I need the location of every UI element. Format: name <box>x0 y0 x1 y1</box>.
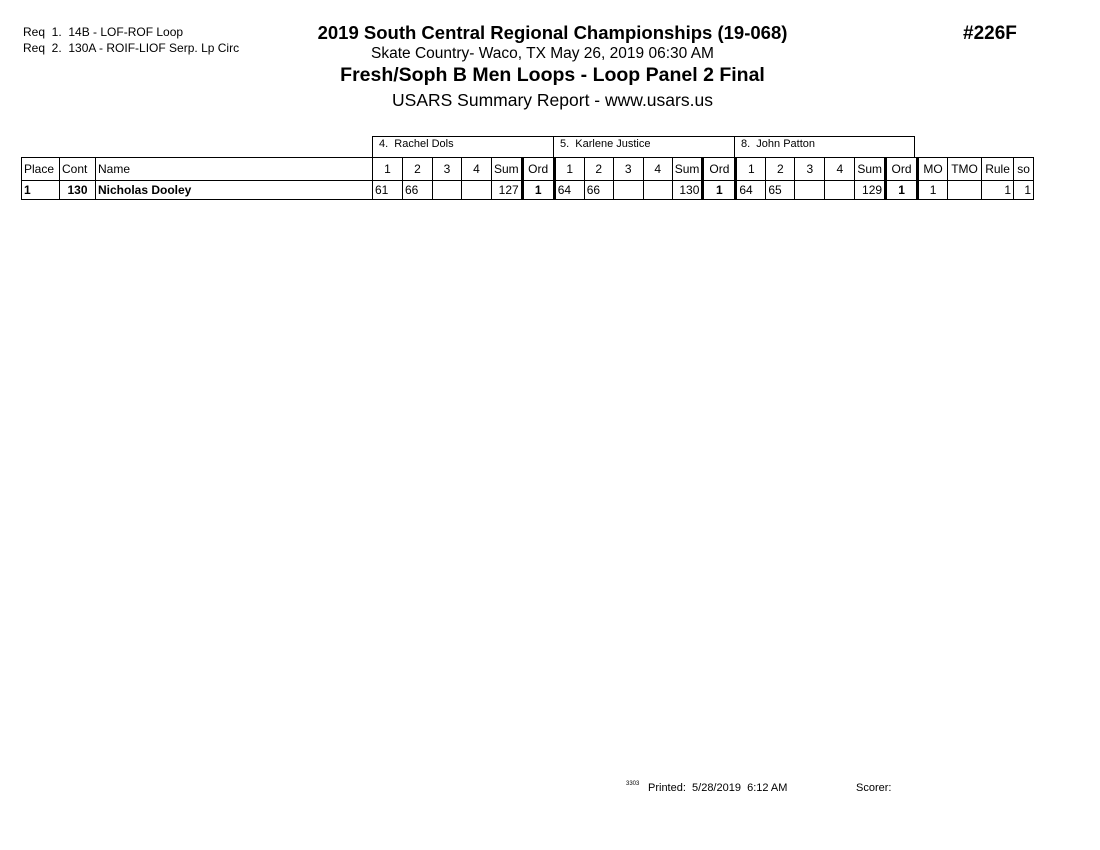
j2-col-3: 3 <box>613 158 643 181</box>
venue-date-line: Skate Country- Waco, TX May 26, 2019 06:30 AM <box>371 45 714 62</box>
j3-score-1: 64 <box>736 181 766 200</box>
table-header-row <box>22 158 1034 181</box>
scorer-label: Scorer: <box>856 782 892 794</box>
table-row <box>22 181 1034 200</box>
j2-score-1: 64 <box>554 181 584 200</box>
place-cell: 1 <box>22 181 60 200</box>
j3-sum: 129 <box>855 181 886 200</box>
j1-col-3: 3 <box>433 158 462 181</box>
j1-score-2: 66 <box>403 181 433 200</box>
j3-col-3: 3 <box>795 158 825 181</box>
j2-score-3 <box>613 181 643 200</box>
j3-col-4: 4 <box>825 158 855 181</box>
j1-col-2: 2 <box>403 158 433 181</box>
j1-sum: 127 <box>492 181 523 200</box>
col-name: Name <box>96 158 373 181</box>
judge-1-header: 4. Rachel Dols <box>372 136 553 157</box>
competition-title: 2019 South Central Regional Championships (19-068) <box>317 22 788 43</box>
col-cont: Cont <box>60 158 96 181</box>
col-rule: Rule <box>982 158 1014 181</box>
event-number: #226F <box>963 23 1017 44</box>
j1-score-3 <box>433 181 462 200</box>
j2-col-ord: Ord <box>703 158 736 181</box>
footer-code: 3303 <box>626 781 640 787</box>
j2-col-1: 1 <box>554 158 584 181</box>
j1-col-4: 4 <box>462 158 492 181</box>
j3-col-ord: Ord <box>886 158 918 181</box>
judge-header-row <box>372 136 915 157</box>
requirement-1: Req 1. 14B - LOF-ROF Loop <box>23 25 184 39</box>
j3-col-sum: Sum <box>855 158 886 181</box>
j1-col-1: 1 <box>373 158 403 181</box>
requirement-2: Req 2. 130A - ROIF-LIOF Serp. Lp Circ <box>23 41 240 55</box>
report-title: USARS Summary Report - www.usars.us <box>392 90 713 110</box>
j2-col-sum: Sum <box>672 158 703 181</box>
results-table <box>21 157 1034 200</box>
j3-score-3 <box>795 181 825 200</box>
j1-col-sum: Sum <box>492 158 523 181</box>
j3-ord: 1 <box>886 181 918 200</box>
j1-score-4 <box>462 181 492 200</box>
j2-sum: 130 <box>672 181 703 200</box>
col-so: so <box>1014 158 1034 181</box>
tmo-cell <box>948 181 982 200</box>
col-mo: MO <box>918 158 948 181</box>
cont-cell: 130 <box>60 181 96 200</box>
j3-score-2: 65 <box>766 181 795 200</box>
j2-col-2: 2 <box>584 158 613 181</box>
event-title: Fresh/Soph B Men Loops - Loop Panel 2 Final <box>340 64 765 86</box>
skater-name-cell: Nicholas Dooley <box>96 181 373 200</box>
j1-score-1: 61 <box>373 181 403 200</box>
judge-2-header: 5. Karlene Justice <box>553 136 734 157</box>
mo-cell: 1 <box>918 181 948 200</box>
j2-score-2: 66 <box>584 181 613 200</box>
col-tmo: TMO <box>948 158 982 181</box>
j1-ord: 1 <box>522 181 554 200</box>
rule-cell: 1 <box>982 181 1014 200</box>
j2-col-4: 4 <box>643 158 672 181</box>
col-place: Place <box>22 158 60 181</box>
so-cell: 1 <box>1014 181 1034 200</box>
printed-timestamp: Printed: 5/28/2019 6:12 AM <box>648 782 788 794</box>
j2-ord: 1 <box>703 181 736 200</box>
j3-score-4 <box>825 181 855 200</box>
j1-col-ord: Ord <box>522 158 554 181</box>
j3-col-2: 2 <box>766 158 795 181</box>
j2-score-4 <box>643 181 672 200</box>
j3-col-1: 1 <box>736 158 766 181</box>
judge-3-header: 8. John Patton <box>734 136 915 157</box>
